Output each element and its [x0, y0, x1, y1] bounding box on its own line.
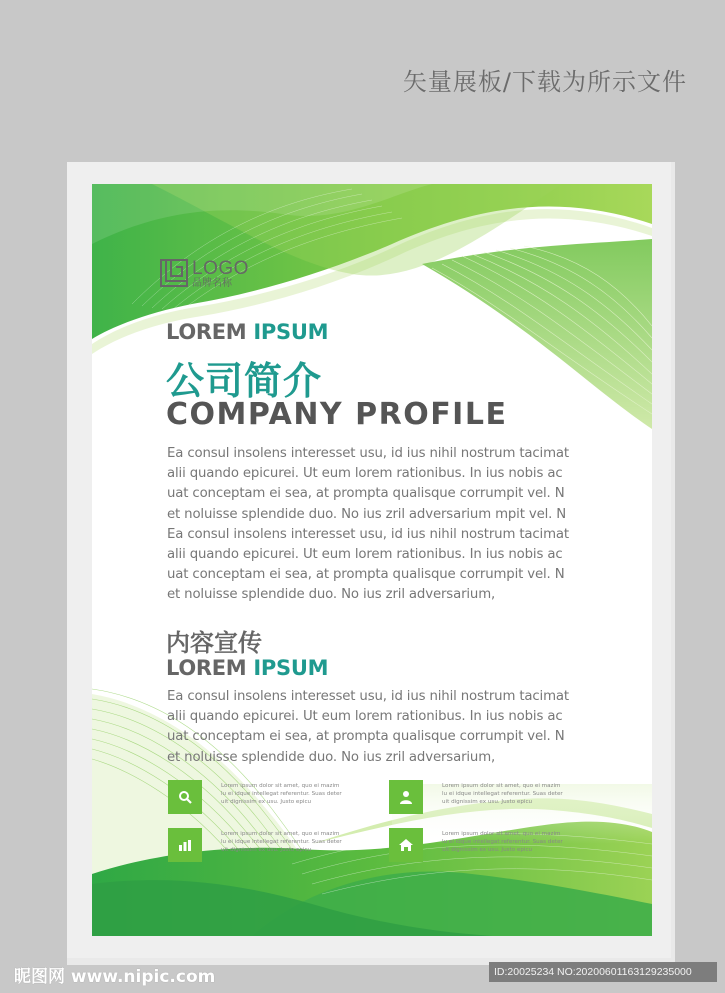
heading-lorem-ipsum-bottom — [166, 656, 328, 680]
content-paragraph — [167, 687, 587, 768]
feature-line: Lorem ipsum dolor sit amet, quo ei mazim — [221, 831, 340, 837]
logo-text: LOGO — [192, 258, 249, 279]
feature-line: lu ei idque intellegat referentur. Suas deter — [442, 839, 563, 846]
paragraph-line: uat conceptam ei sea, at prompta qualisque corrumpit vel. N — [167, 486, 565, 502]
feature-line: lu ei idque intellegat referentur. Suas deter — [221, 839, 342, 846]
heading-word-2: IPSUM — [253, 656, 329, 680]
feature-line: lu ei idque intellegat referentur. Suas deter — [221, 791, 342, 798]
paragraph-line: et noluisse splendide duo. No ius zril adversarium, — [167, 587, 496, 603]
paragraph-line: et noluisse splendide duo. No ius zril adversarium, — [167, 749, 496, 765]
feature-line: Lorem ipsum dolor sit amet, quo ei mazim — [442, 783, 561, 789]
english-title: COMPANY PROFILE — [166, 397, 508, 432]
paragraph-line: Ea consul insolens interesset usu, id ius nihil nostrum tacimat — [167, 526, 569, 542]
logo-mark-icon — [160, 259, 188, 287]
paragraph-line: uat conceptam ei sea, at prompta qualisque corrumpit vel. N — [167, 729, 565, 745]
top-caption: 矢量展板/下载为所示文件 — [402, 68, 687, 96]
paragraph-line: Ea consul insolens interesset usu, id ius nihil nostrum tacimat — [167, 446, 569, 461]
paragraph-line: alii quando epicurei. Ut eum lorem rationibus. In ius nobis ac — [167, 709, 563, 725]
feature-search — [168, 780, 361, 814]
feature-line: Lorem ipsum dolor sit amet, quo ei mazim — [221, 783, 340, 789]
heading-word-1: LOREM — [166, 656, 247, 680]
chinese-title: 公司简介 — [166, 359, 323, 403]
heading-lorem-ipsum-top — [166, 320, 328, 344]
intro-paragraph — [167, 444, 587, 606]
feature-line: lu ei idque intellegat referentur. Suas deter — [442, 791, 563, 798]
feature-line: uit dignissim ex usu. Justo epicu — [442, 799, 533, 806]
home-icon — [389, 828, 423, 862]
feature-line: uit dignissim ex usu. Justo epicu — [442, 847, 533, 854]
feature-line: Lorem ipsum dolor sit amet, quo ei mazim — [442, 831, 561, 837]
heading-word-1: LOREM — [166, 320, 247, 344]
paragraph-line: et noluisse splendide duo. No ius zril adversarium mpit vel. N — [167, 506, 567, 522]
feature-user — [389, 780, 582, 814]
feature-line: uit dignissim ex usu. Justo epicu — [221, 847, 312, 854]
image-id-badge: ID:20025234 NO:20200601163129235000 — [489, 962, 717, 982]
search-icon — [168, 780, 202, 814]
paragraph-line: alii quando epicurei. Ut eum lorem rationibus. In ius nobis ac — [167, 466, 563, 482]
user-icon — [389, 780, 423, 814]
feature-line: uit dignissim ex usu. Justo epicu — [221, 799, 312, 806]
poster — [92, 184, 652, 936]
logo-subtext: 品牌名称 — [192, 278, 232, 289]
paragraph-line: Ea consul insolens interesset usu, id ius nihil nostrum tacimat — [167, 689, 569, 704]
paragraph-line: alii quando epicurei. Ut eum lorem rationibus. In ius nobis ac — [167, 547, 563, 563]
feature-chart — [168, 828, 361, 862]
heading-word-2: IPSUM — [253, 320, 329, 344]
chart-icon — [168, 828, 202, 862]
chinese-subtitle: 内容宣传 — [166, 629, 262, 657]
paragraph-line: uat conceptam ei sea, at prompta qualisque corrumpit vel. N — [167, 567, 565, 583]
feature-home — [389, 828, 582, 862]
watermark-site: 昵图网 www.nipic.com — [14, 967, 216, 987]
brand-logo — [160, 259, 249, 289]
